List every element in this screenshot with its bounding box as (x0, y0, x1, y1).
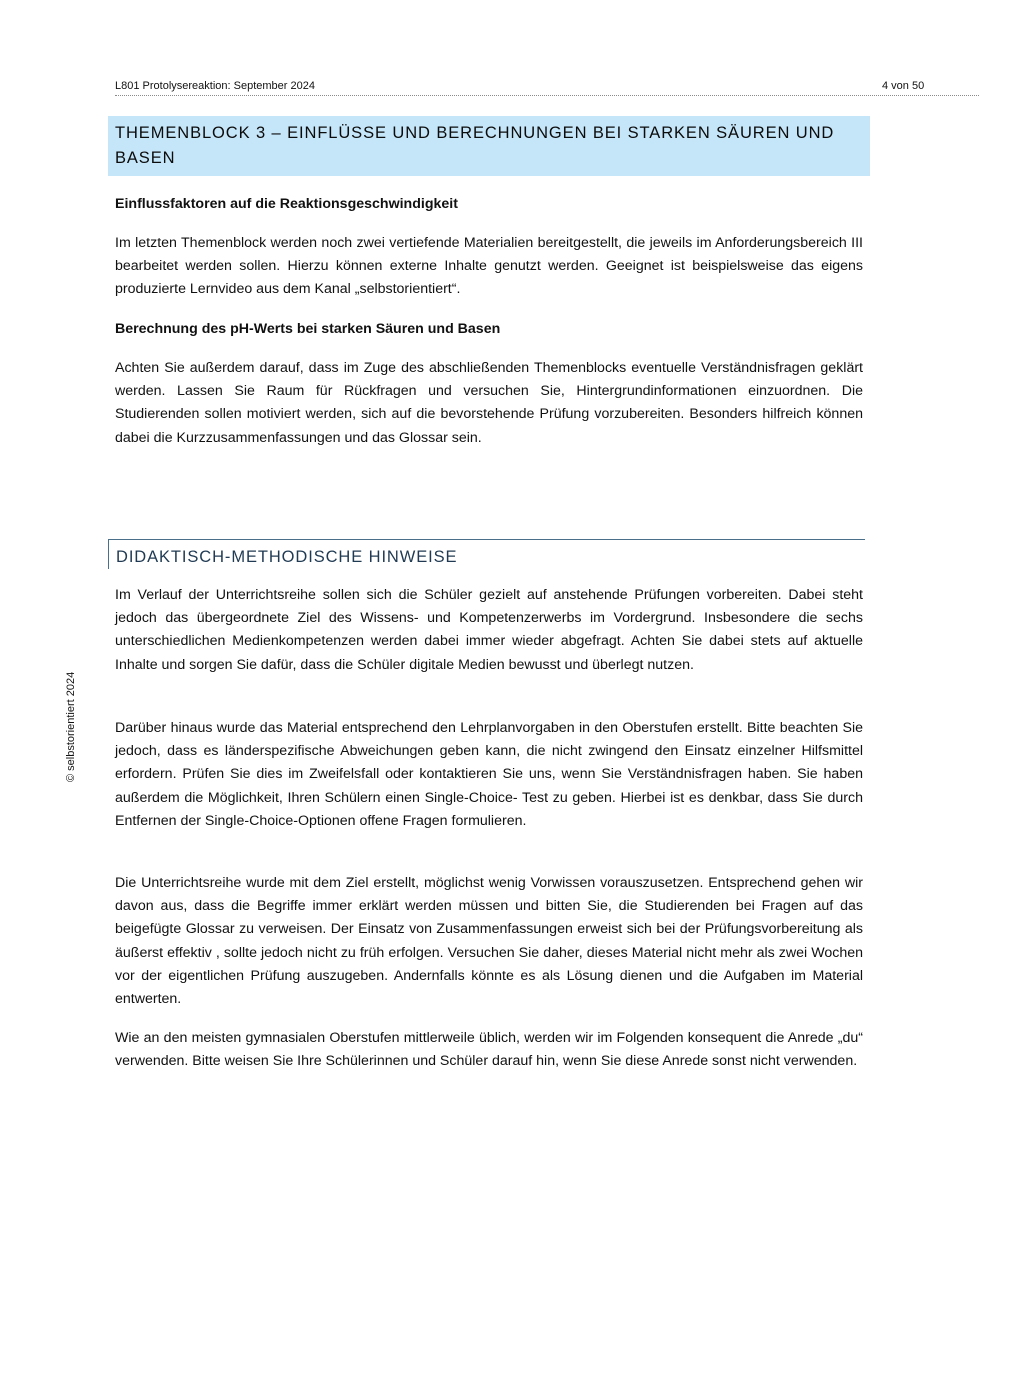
subheading-reaction-speed: Einflussfaktoren auf die Reaktionsgeschwindigkeit (115, 196, 458, 212)
subheading-ph-calculation: Berechnung des pH-Werts bei starken Säuren und Basen (115, 321, 501, 337)
paragraph-ph-calculation: Achten Sie außerdem darauf, dass im Zuge des abschließenden Themenblocks eventuelle Verständnisfragen geklärt werden. Lassen Sie Raum für Rückfragen und versuchen Sie, Hintergrundinformationen einzuordnen. Die Studierenden sollen motiviert werden, sich auf die bevorstehende Prüfung vorzubereiten. Besonders hilfreich können dabei die Kurzzusammenfassungen und das Glossar sein. (115, 360, 863, 446)
paragraph-intro: Im letzten Themenblock werden noch zwei vertiefende Materialien bereitgestellt, die jeweils im Anforderungsbereich III bearbeitet werden sollen. Hierzu können externe Inhalte genutzt werden. Geeignet ist beispielsweise das eigens produzierte Lernvideo aus dem Kanal „selbstorientiert“. (115, 235, 863, 298)
document-title: L801 Protolysereaktion: September 2024 (115, 80, 315, 92)
paragraph-didactic-1: Im Verlauf der Unterrichtsreihe sollen sich die Schüler gezielt auf anstehende Prüfungen vorbereiten. Dabei steht jedoch das übergeordnete Ziel des Wissens- und Kompetenzerwerbs im Vordergrund. Insbesondere die sechs unterschiedlichen Medienkompetenzen werden dabei immer wieder abgefragt. Achten Sie dabei stets auf aktuelle Inhalte und sorgen Sie dafür, dass die Schüler digitale Medien bewusst und überlegt nutzen. (115, 587, 863, 673)
copyright-notice: © selbstorientiert 2024 (65, 671, 77, 782)
page-header (115, 78, 979, 96)
section-title-didactic-notes: DIDAKTISCH-METHODISCHE HINWEISE (108, 539, 865, 569)
page-number: 4 von 50 (882, 80, 925, 92)
paragraph-didactic-2: Darüber hinaus wurde das Material entsprechend den Lehrplanvorgaben in den Oberstufen erstellt. Bitte beachten Sie jedoch, dass es länderspezifische Abweichungen geben kann, die nicht zwingend den Einsatz einzelner Hilfsmittel erfordern. Prüfen Sie dies im Zweifelsfall oder kontaktieren Sie uns, wenn Sie Verständnisfragen haben. Sie haben außerdem die Möglichkeit, Ihren Schülern einen Single-Choice- Test zu geben. Hierbei ist es denkbar, dass Sie durch Entfernen der Single-Choice-Optionen offene Fragen formulieren. (115, 720, 863, 829)
section-title-themenblock: THEMENBLOCK 3 – EINFLÜSSE UND BERECHNUNGEN BEI STARKEN SÄUREN UND BASEN (108, 116, 870, 176)
paragraph-didactic-3: Die Unterrichtsreihe wurde mit dem Ziel erstellt, möglichst wenig Vorwissen vorauszusetzen. Entsprechend gehen wir davon aus, dass die Begriffe immer erklärt werden müssen und bitten Sie, die Studierenden bei Fragen auf das beigefügte Glossar zu verweisen. Der Einsatz von Zusammenfassungen erweist sich bei der Prüfungsvorbereitung als äußerst effektiv , sollte jedoch nicht zu früh erfolgen. Versuchen Sie daher, dieses Material nicht mehr als zwei Wochen vor der eigentlichen Prüfung auszugeben. Andernfalls könnte es als Lösung dienen und die Aufgaben im Material entwerten. (115, 875, 863, 1008)
paragraph-didactic-4: Wie an den meisten gymnasialen Oberstufen mittlerweile üblich, werden wir im Folgenden konsequent die Anrede „du“ verwenden. Bitte weisen Sie Ihre Schülerinnen und Schüler darauf hin, wenn Sie diese Anrede sonst nicht verwenden. (115, 1030, 863, 1070)
